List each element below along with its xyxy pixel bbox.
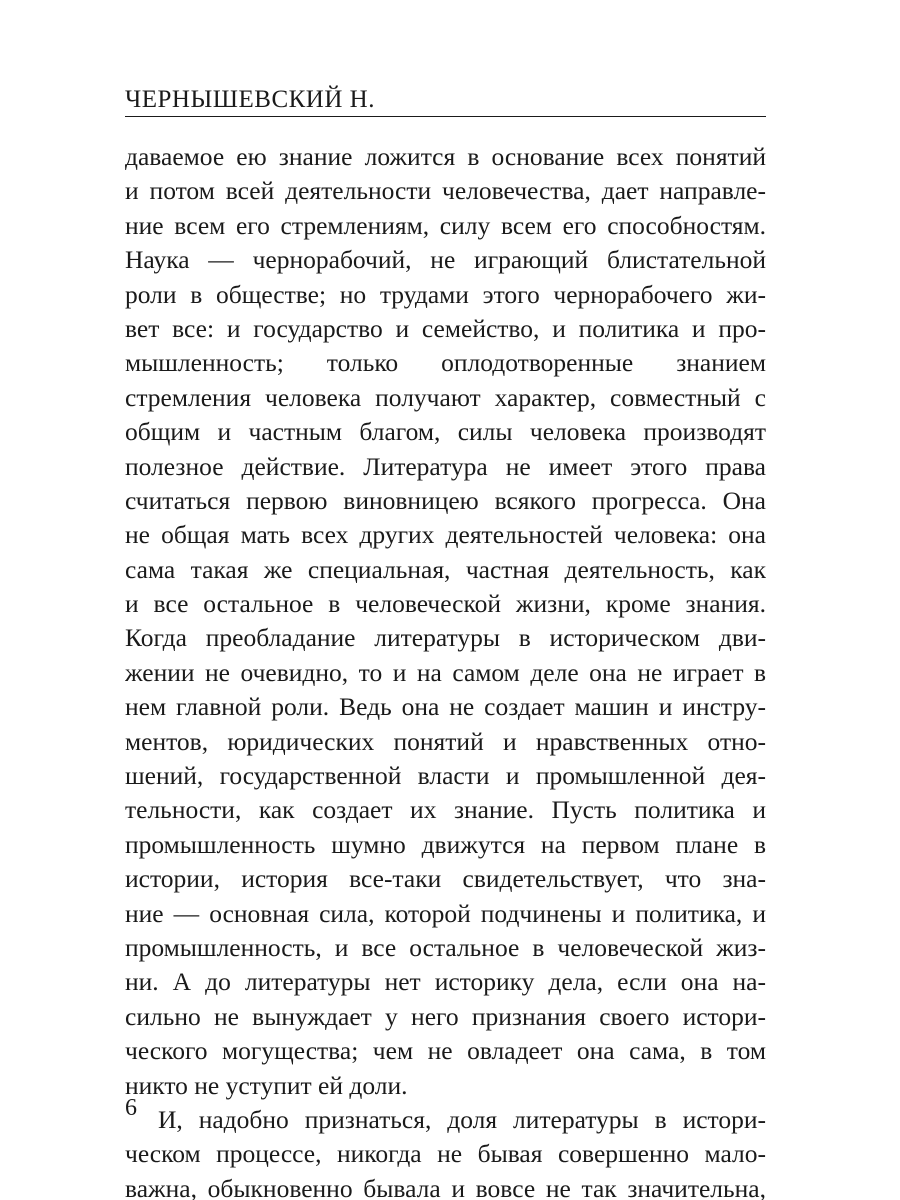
text-line: считаться первою виновницею всякого прогресса. Она [125, 485, 766, 515]
text-line: и потом всей деятельности человечества, дает направле- [125, 176, 766, 206]
text-line: жении не очевидно, то и на самом деле она не играет в [125, 657, 766, 687]
text-line: промышленность шумно движутся на первом плане в [125, 829, 766, 859]
text-line: общим и частным благом, силы человека производят [125, 417, 766, 447]
text-line: важна, обыкновенно бывала и вовсе не так значительна, [125, 1173, 766, 1200]
text-line: ни. А до литературы нет историку дела, если она на- [125, 967, 766, 997]
text-line: промышленность, и все остальное в человеческой жиз- [125, 932, 766, 962]
text-line: Когда преобладание литературы в историческом дви- [125, 623, 766, 653]
text-line: Наука — чернорабочий, не играющий блистательной [125, 245, 766, 275]
text-line: ние — основная сила, которой подчинены и политика, и [125, 898, 766, 928]
body-text [125, 140, 766, 1200]
text-line: истории, история все-таки свидетельствует, что зна- [125, 864, 766, 894]
text-line: вет все: и государство и семейство, и политика и про- [125, 313, 766, 343]
text-line: нем главной роли. Ведь она не создает машин и инстру- [125, 692, 766, 722]
text-line: тельности, как создает их знание. Пусть политика и [125, 795, 766, 825]
text-line: полезное действие. Литература не имеет этого права [125, 451, 766, 481]
text-line: стремления человека получают характер, совместный с [125, 382, 766, 412]
page-number: 6 [125, 1095, 137, 1121]
paragraph-start-line: И, надобно признаться, доля литературы в истори- [158, 1104, 766, 1134]
text-line: ческого могущества; чем не овладеет она сама, в том [125, 1036, 766, 1066]
text-line: шений, государственной власти и промышленной дея- [125, 761, 766, 791]
header-rule [125, 116, 766, 117]
text-line: даваемое ею знание ложится в основание всех понятий [125, 142, 766, 171]
text-line: ческом процессе, никогда не бывая совершенно мало- [125, 1139, 766, 1169]
text-line: сама такая же специальная, частная деятельность, как [125, 554, 766, 584]
text-line: роли в обществе; но трудами этого чернорабочего жи- [125, 279, 766, 309]
running-head: ЧЕРНЫШЕВСКИЙ Н. [125, 86, 375, 113]
text-line: не общая мать всех других деятельностей человека: она [125, 520, 766, 550]
paragraph-end-line: никто не уступит ей доли. [125, 1070, 408, 1100]
text-line: ние всем его стремлениям, силу всем его способностям. [125, 210, 766, 240]
text-line: ментов, юридических понятий и нравственных отно- [125, 726, 766, 756]
text-line: мышленность; только оплодотворенные знанием [125, 348, 766, 378]
text-line: и все остальное в человеческой жизни, кроме знания. [125, 589, 766, 619]
text-line: сильно не вынуждает у него признания своего истори- [125, 1001, 766, 1031]
